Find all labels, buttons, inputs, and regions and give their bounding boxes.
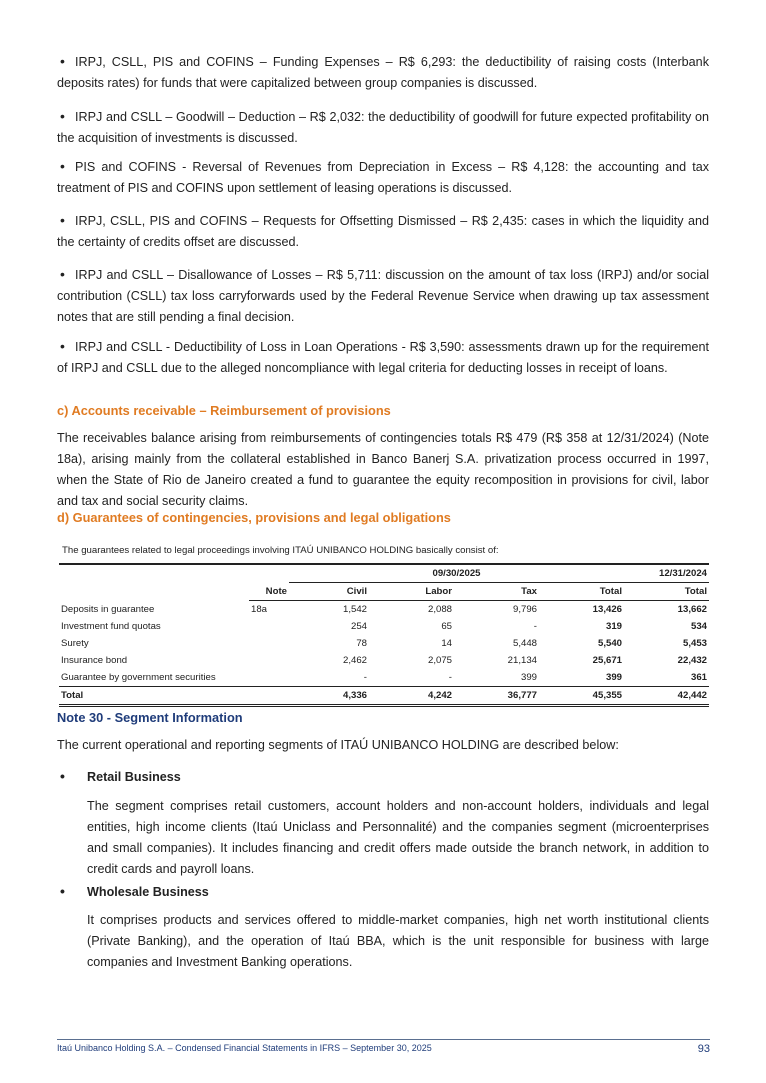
cell: 42,442 [624,687,709,706]
bullet-loan-losses [57,337,709,379]
cell: Total [59,687,249,706]
bullet-goodwill [57,107,709,149]
cell [249,618,289,635]
cell: 22,432 [677,655,707,666]
cell: 21,134 [507,655,537,666]
bullet-icon: • [60,212,65,228]
cell: 534 [690,621,707,632]
bullet-icon: • [60,108,65,124]
cell: 5,448 [512,638,537,649]
cell: Deposits in guarantee [61,603,155,615]
cell: - [533,621,537,632]
bullet-text: IRPJ, CSLL, PIS and COFINS – Funding Expenses – R$ 6,293: the deductibility of raising costs (Interbank deposits rates) for funds that were capitalized between group companies is discussed. [57,55,709,90]
segment-title: Wholesale Business [87,885,209,899]
cell: Insurance bond [61,655,128,666]
cell [249,687,289,706]
segment-retail-text: The segment comprises retail customers, account holders and non-account holders, individuals and legal entities, high income clients (Itaú Uniclass and Personnalité) and the companies segment (microenterprises and small companies). It includes financing and credit offers made outside the branch network, in addition to credit cards and payroll loans. [87,799,709,876]
segment-retail-title [57,767,181,788]
cell: 399 [520,672,537,683]
total-row [59,687,709,706]
bullet-icon: • [60,883,65,899]
column-header: Total [624,583,709,601]
cell [249,652,289,669]
table-row [59,652,709,669]
bullet-icon: • [60,266,65,282]
bullet-text: IRPJ, CSLL, PIS and COFINS – Requests for Offsetting Dismissed – R$ 2,435: cases in which the liquidity and the certainty of credits offset are discussed. [57,214,709,249]
cell: 13,662 [677,604,707,615]
bullet-funding-expenses [57,52,709,94]
cell: 65 [441,621,452,632]
section-c-text: The receivables balance arising from reimbursements of contingencies totals R$ 479 (R$ 358 at 12/31/2024) (Note 18a), arising mainly from the collateral established in Banco Banerj S.A. privatization process occurred in 1997, when the State of Rio de Janeiro created a fund to guarantee the equity recomposition in provisions for civil, labor and tax and social security claims. [57,431,709,508]
bullet-text: IRPJ and CSLL – Goodwill – Deduction – R$ 2,032: the deductibility of goodwill for future expected profitability on the acquisition of investments is discussed. [57,110,709,145]
cell: Guarantee by government securities [61,672,216,683]
bullet-icon: • [60,768,65,784]
cell: 4,336 [289,687,369,706]
column-header: Note [249,583,289,601]
page-number: 93 [697,1043,710,1055]
cell: 5,540 [597,638,622,649]
cell: 254 [350,621,367,632]
bullet-text: PIS and COFINS - Reversal of Revenues from Depreciation in Excess – R$ 4,128: the accounting and tax treatment of PIS and COFINS upon settlement of leasing operations is discussed. [57,160,709,195]
cell: 361 [690,672,707,683]
column-header: Labor [369,583,454,601]
cell: 2,462 [342,655,367,666]
table-row [59,635,709,652]
table-row [59,618,709,635]
cell [249,669,289,687]
segment-wholesale-title [57,882,209,903]
table-caption: The guarantees related to legal proceedings involving ITAÚ UNIBANCO HOLDING basically consist of: [62,545,499,556]
bullet-icon: • [60,53,65,69]
bullet-icon: • [60,158,65,174]
bullet-pis-cofins [57,157,709,199]
cell: 5,453 [682,638,707,649]
cell: 45,355 [539,687,624,706]
note30-heading: Note 30 - Segment Information [57,710,243,725]
bullet-text: IRPJ and CSLL - Deductibility of Loss in Loan Operations - R$ 3,590: assessments drawn up for the requirement of IRPJ and CSLL due to the alleged noncompliance with legal criteria for deducting losses in receipt of loans. [57,340,709,375]
table-row [59,669,709,687]
cell: - [363,672,367,683]
cell: 18a [251,604,268,615]
note30-intro: The current operational and reporting segments of ITAÚ UNIBANCO HOLDING are described below: [57,738,619,752]
cell: 25,671 [592,655,622,666]
cell: 13,426 [592,604,622,615]
table-row [59,601,709,619]
cell: 78 [356,638,367,649]
segment-title: Retail Business [87,770,181,784]
bullet-offsetting [57,211,709,253]
cell: 2,075 [427,655,452,666]
bullet-icon: • [60,338,65,354]
bullet-text: IRPJ and CSLL – Disallowance of Losses – R$ 5,711: discussion on the amount of tax loss (IRPJ) and/or social contribution (CSLL) tax loss carryforwards used by the Federal Revenue Service when drawing up tax assessment notes that are still pending a final decision. [57,268,709,324]
period-header: 09/30/2025 [289,564,624,583]
column-header: Civil [289,583,369,601]
guarantees-table [59,563,709,707]
column-header: Tax [454,583,539,601]
cell: Investment fund quotas [61,621,161,632]
cell: - [448,672,452,683]
cell: Surety [61,638,89,649]
cell: 319 [605,621,622,632]
cell: 4,242 [369,687,454,706]
period-header: 12/31/2024 [624,564,709,583]
section-d-heading: d) Guarantees of contingencies, provisions and legal obligations [57,510,451,525]
section-c-heading: c) Accounts receivable – Reimbursement of provisions [57,403,391,418]
page-footer [57,1039,710,1053]
bullet-disallowance [57,265,709,328]
cell: 399 [605,672,622,683]
column-header: Total [539,583,624,601]
cell: 1,542 [342,604,367,615]
segment-wholesale-text: It comprises products and services offered to middle-market companies, high net worth institutional clients (Private Banking), and the operation of Itaú BBA, which is the unit responsible for business with large companies and Investment Banking operations. [87,913,709,969]
cell: 36,777 [454,687,539,706]
cell [249,635,289,652]
cell: 2,088 [427,604,452,615]
cell: 9,796 [512,604,537,615]
footer-text: Itaú Unibanco Holding S.A. – Condensed Financial Statements in IFRS – September 30, 2025 [57,1043,432,1053]
cell: 14 [441,638,452,649]
